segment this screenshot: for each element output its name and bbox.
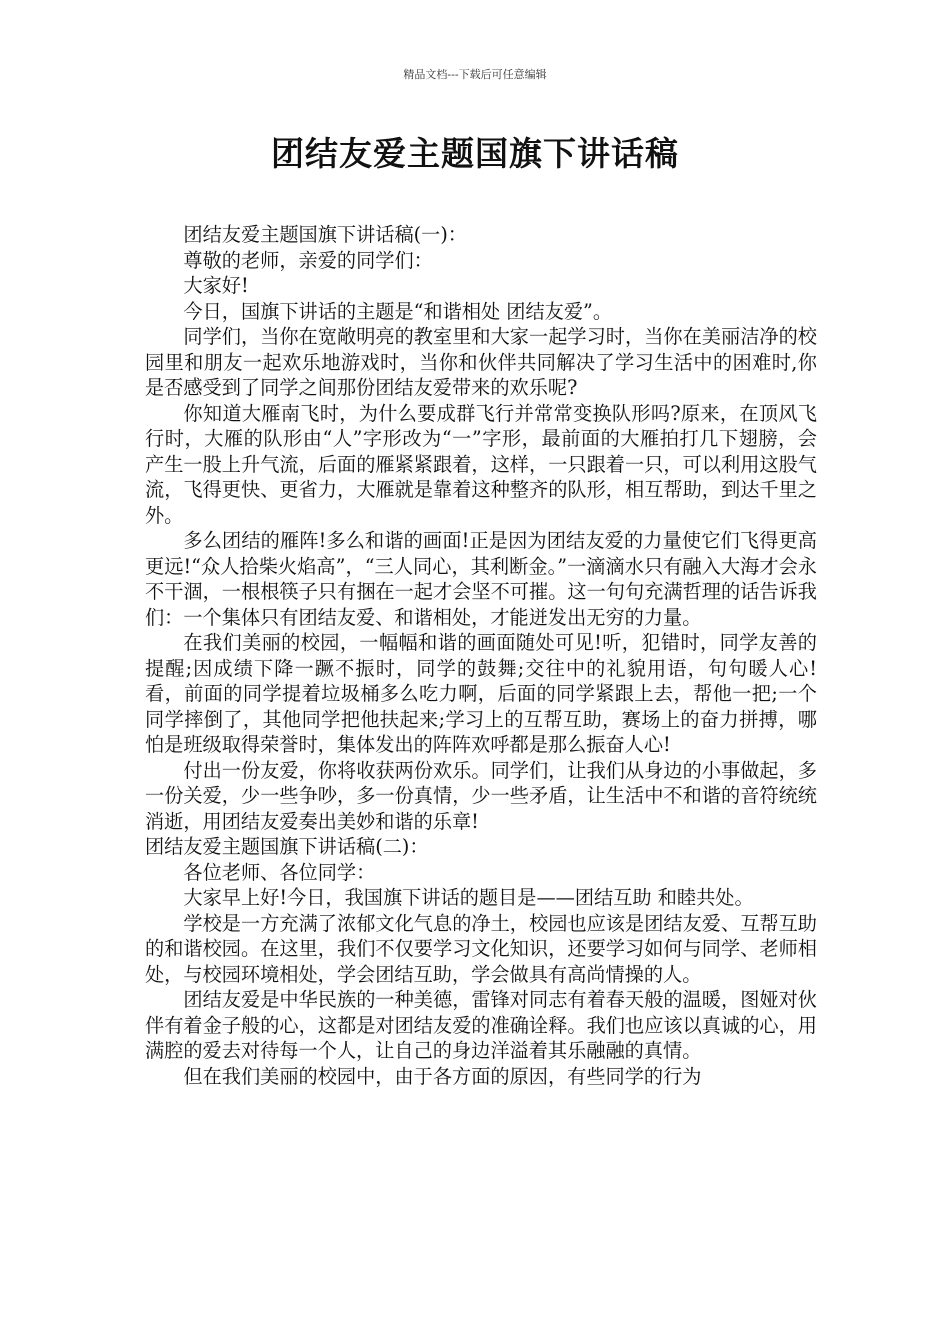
body-paragraph: 各位老师、各位同学：	[183, 860, 376, 884]
body-paragraph: 同学们，当你在宽敞明亮的教室里和大家一起学习时，当你在美丽洁净的校园里和朋友一起欢乐地游戏时，当你和伙伴共同解决了学习生活中的困难时,你是否感受到了同学之间那份团结友爱带来的欢乐呢?	[145, 325, 817, 399]
body-paragraph: 但在我们美丽的校园中，由于各方面的原因，有些同学的行为	[183, 1064, 702, 1088]
body-paragraph: 尊敬的老师，亲爱的同学们：	[183, 248, 433, 272]
document-body	[145, 222, 817, 1089]
body-paragraph: 付出一份友爱，你将收获两份欢乐。同学们，让我们从身边的小事做起，多一份关爱，少一些争吵，多一份真情，少一些矛盾，让生活中不和谐的音符统统消逝，用团结友爱奏出美妙和谐的乐章!	[145, 758, 817, 833]
body-paragraph: 今日，国旗下讲话的主题是“和谐相处 团结友爱”。	[183, 299, 613, 323]
body-paragraph: 团结友爱是中华民族的一种美德，雷锋对同志有着春天般的温暖，图娅对伙伴有着金子般的心，这都是对团结友爱的准确诠释。我们也应该以真诚的心，用满腔的爱去对待每一个人，让自己的身边洋溢着其乐融融的真情。	[145, 988, 817, 1062]
body-paragraph: 在我们美丽的校园，一幅幅和谐的画面随处可见!听，犯错时，同学友善的提醒;因成绩下降一蹶不振时，同学的鼓舞;交往中的礼貌用语，句句暖人心!看，前面的同学提着垃圾桶多么吃力啊，后面的同学紧跟上去，帮他一把;一个同学摔倒了，其他同学把他扶起来;学习上的互帮互助，赛场上的奋力拼搏，哪怕是班级取得荣誉时，集体发出的阵阵欢呼都是那么振奋人心!	[145, 631, 817, 756]
body-paragraph: 团结友爱主题国旗下讲话稿(二)：	[145, 835, 429, 858]
body-paragraph: 多么团结的雁阵!多么和谐的画面!正是因为团结友爱的力量使它们飞得更高更远!“众人拾柴火焰高”，“三人同心，其利断金。”一滴滴水只有融入大海才会永不干涸，一根根筷子只有捆在一起才会坚不可摧。这一句句充满哲理的话告诉我们：一个集体只有团结友爱、和谐相处，才能迸发出无穷的力量。	[145, 529, 817, 629]
body-paragraph: 大家早上好!今日，我国旗下讲话的题目是——团结互助 和睦共处。	[183, 886, 754, 909]
body-paragraph: 学校是一方充满了浓郁文化气息的净土，校园也应该是团结友爱、互帮互助的和谐校园。在这里，我们不仅要学习文化知识，还要学习如何与同学、老师相处，与校园环境相处，学会团结互助，学会做具有高尚情操的人。	[145, 911, 817, 986]
body-paragraph: 团结友爱主题国旗下讲话稿(一)：	[183, 223, 467, 246]
header-note: 精品文档---下载后可任意编辑	[403, 68, 547, 81]
document-title: 团结友爱主题国旗下讲话稿	[271, 134, 679, 173]
body-paragraph: 大家好!	[183, 274, 249, 297]
body-paragraph: 你知道大雁南飞时，为什么要成群飞行并常常变换队形吗?原来，在顶风飞行时，大雁的队形由“人”字形改为“一”字形，最前面的大雁拍打几下翅膀，会产生一股上升气流，后面的雁紧紧跟着，这样，一只跟着一只，可以利用这股气流，飞得更快、更省力，大雁就是靠着这种整齐的队形，相互帮助，到达千里之外。	[145, 401, 817, 527]
